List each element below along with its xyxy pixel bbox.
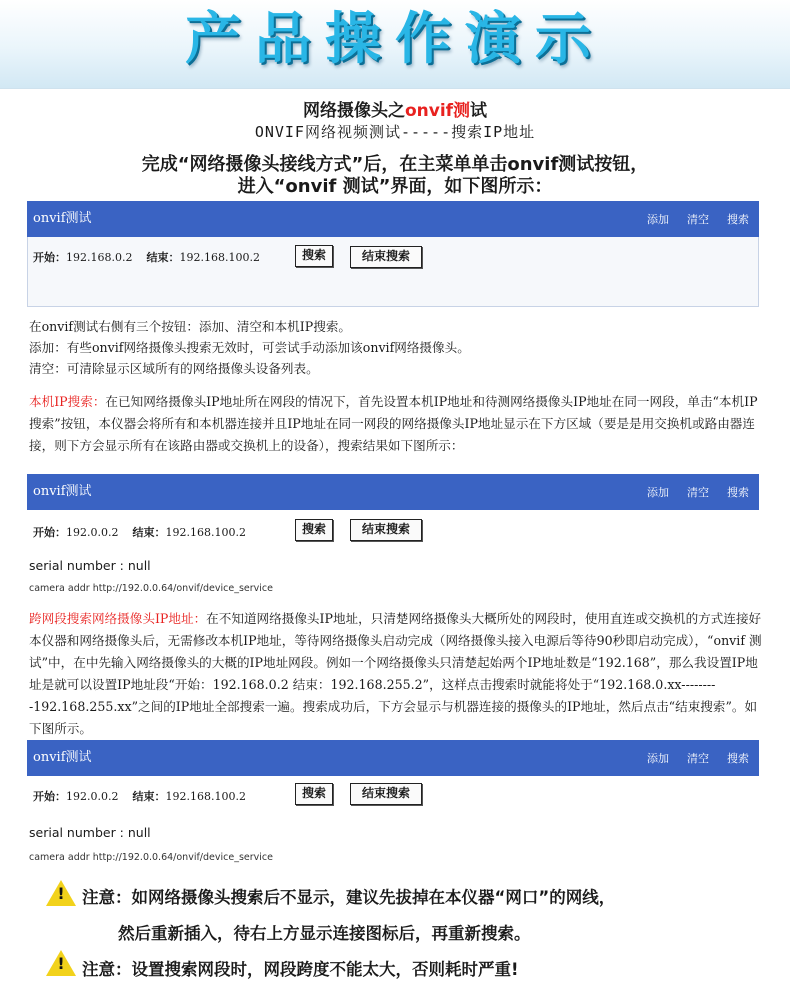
start-label: 开始： xyxy=(33,526,66,539)
panel-actions xyxy=(629,484,749,500)
note1-line2: 然后重新插入，待右上方显示连接图标后，再重新搜索。 xyxy=(118,924,531,943)
add-button[interactable]: 添加 xyxy=(647,213,669,226)
search-action-button[interactable]: 搜索 xyxy=(727,486,749,499)
camera-address[interactable]: camera addr http://192.0.0.64/onvif/device_service xyxy=(29,583,273,594)
desc-line2: 添加：有些onvif网络摄像头搜索无效时，可尝试手动添加该onvif网络摄像头。 xyxy=(29,340,470,355)
warning-mark: ! xyxy=(57,954,65,973)
cross-search-label: 跨网段搜索网络摄像头IP地址： xyxy=(29,611,207,626)
cross-search-paragraph xyxy=(29,608,767,740)
panel-actions xyxy=(629,211,749,227)
search-button[interactable]: 搜索 xyxy=(295,519,333,541)
cross-search-text: 在不知道网络摄像头IP地址，只清楚网络摄像头大概所处的网段时，使用直连或交换机的方式连接好本仪器和网络摄像头后，无需修改本机IP地址，等待网络摄像头启动完成（网络摄像头接入电源后等待90秒即启动完成），“onvif 测试”中，在中先输入网络摄像头的大概的IP地址网段。例如一个网络摄像头只清楚起始两个IP地址数是“192.168”，那么我设置IP地址是就可以设置IP地址段“开始：192.168.0.2 结束：192.168.255.2”，这样点击搜索时就能将处于“192.168.0.xx---------192.168.255.xx”之间的IP地址全部搜索一遍。搜索成功后，下方会显示与机器连接的摄像头的IP地址，然后点击“结束搜索”。如下图所示。 xyxy=(29,611,762,736)
heading-suffix: 试 xyxy=(470,101,488,121)
note2: 注意：设置搜索网段时，网段跨度不能太大，否则耗时严重! xyxy=(82,960,519,979)
panel-titlebar xyxy=(27,201,759,237)
panel-titlebar xyxy=(27,740,759,776)
desc-line3: 清空：可清除显示区域所有的网络摄像头设备列表。 xyxy=(29,361,319,376)
heading-highlight: onvif测 xyxy=(404,101,471,121)
panel-title: onvif测试 xyxy=(33,750,92,765)
stop-search-button[interactable]: 结束搜索 xyxy=(350,519,422,541)
search-action-button[interactable]: 搜索 xyxy=(727,213,749,226)
panel-actions xyxy=(629,750,749,766)
panel-title: onvif测试 xyxy=(33,211,92,226)
end-label: 结束： xyxy=(132,790,166,803)
end-label: 结束： xyxy=(132,526,166,539)
heading-prefix: 网络摄像头之 xyxy=(302,101,405,121)
search-button[interactable]: 搜索 xyxy=(295,245,333,267)
banner-title: 产品操作演示 xyxy=(185,7,605,72)
ip-range-form xyxy=(33,249,274,265)
add-button[interactable]: 添加 xyxy=(647,486,669,499)
clear-button[interactable]: 清空 xyxy=(687,213,709,226)
instruction-line2: 进入“onvif 测试”界面，如下图所示： xyxy=(237,176,553,197)
onvif-panel-cross-result xyxy=(27,740,759,865)
add-button[interactable]: 添加 xyxy=(647,752,669,765)
start-label: 开始： xyxy=(33,251,66,264)
clear-button[interactable]: 清空 xyxy=(687,486,709,499)
end-ip-field[interactable]: 192.168.100.2 xyxy=(165,526,246,539)
start-ip-field[interactable]: 192.168.0.2 xyxy=(66,251,133,264)
end-ip-field[interactable]: 192.168.100.2 xyxy=(165,790,246,803)
banner xyxy=(0,0,790,89)
instruction-line1: 完成“网络摄像头接线方式”后，在主菜单单击onvif测试按钮， xyxy=(141,154,649,175)
local-search-text: 在已知网络摄像头IP地址所在网段的情况下，首先设置本机IP地址和待测网络摄像头IP地址在同一网段，单击“本机IP搜索”按钮，本仪器会将所有和本机器连接并且IP地址在同一网段的网络摄像头IP地址显示在下方区域（要是是用交换机或路由器连接，则下方会显示所有在该路由器或交换机上的设备），搜索结果如下图所示： xyxy=(29,394,758,453)
local-search-label: 本机IP搜索： xyxy=(29,394,106,409)
search-action-button[interactable]: 搜索 xyxy=(727,752,749,765)
end-ip-field[interactable]: 192.168.100.2 xyxy=(179,251,260,264)
desc-line1: 在onvif测试右侧有三个按钮：添加、清空和本机IP搜索。 xyxy=(29,319,352,334)
serial-number: serial number : null xyxy=(29,558,151,573)
onvif-panel-local-result xyxy=(27,474,759,594)
end-label: 结束： xyxy=(146,251,180,264)
panel-title: onvif测试 xyxy=(33,484,92,499)
stop-search-button[interactable]: 结束搜索 xyxy=(350,246,422,268)
serial-number: serial number : null xyxy=(29,825,151,840)
camera-address[interactable]: camera addr http://192.0.0.64/onvif/device_service xyxy=(29,852,273,863)
warning-mark: ! xyxy=(57,884,65,903)
start-ip-field[interactable]: 192.0.0.2 xyxy=(66,526,119,539)
panel-titlebar xyxy=(27,474,759,510)
start-label: 开始： xyxy=(33,790,66,803)
page-heading xyxy=(0,96,790,121)
clear-button[interactable]: 清空 xyxy=(687,752,709,765)
subheading: ONVIF网络视频测试-----搜索IP地址 xyxy=(254,123,536,141)
ip-range-form xyxy=(33,788,260,804)
note1-line1: 注意：如网络摄像头搜索后不显示，建议先拔掉在本仪器“网口”的网线， xyxy=(82,888,616,907)
search-button[interactable]: 搜索 xyxy=(295,783,333,805)
local-search-paragraph xyxy=(29,391,767,457)
start-ip-field[interactable]: 192.0.0.2 xyxy=(66,790,119,803)
onvif-panel-initial xyxy=(27,201,759,307)
stop-search-button[interactable]: 结束搜索 xyxy=(350,783,422,805)
ip-range-form xyxy=(33,524,260,540)
